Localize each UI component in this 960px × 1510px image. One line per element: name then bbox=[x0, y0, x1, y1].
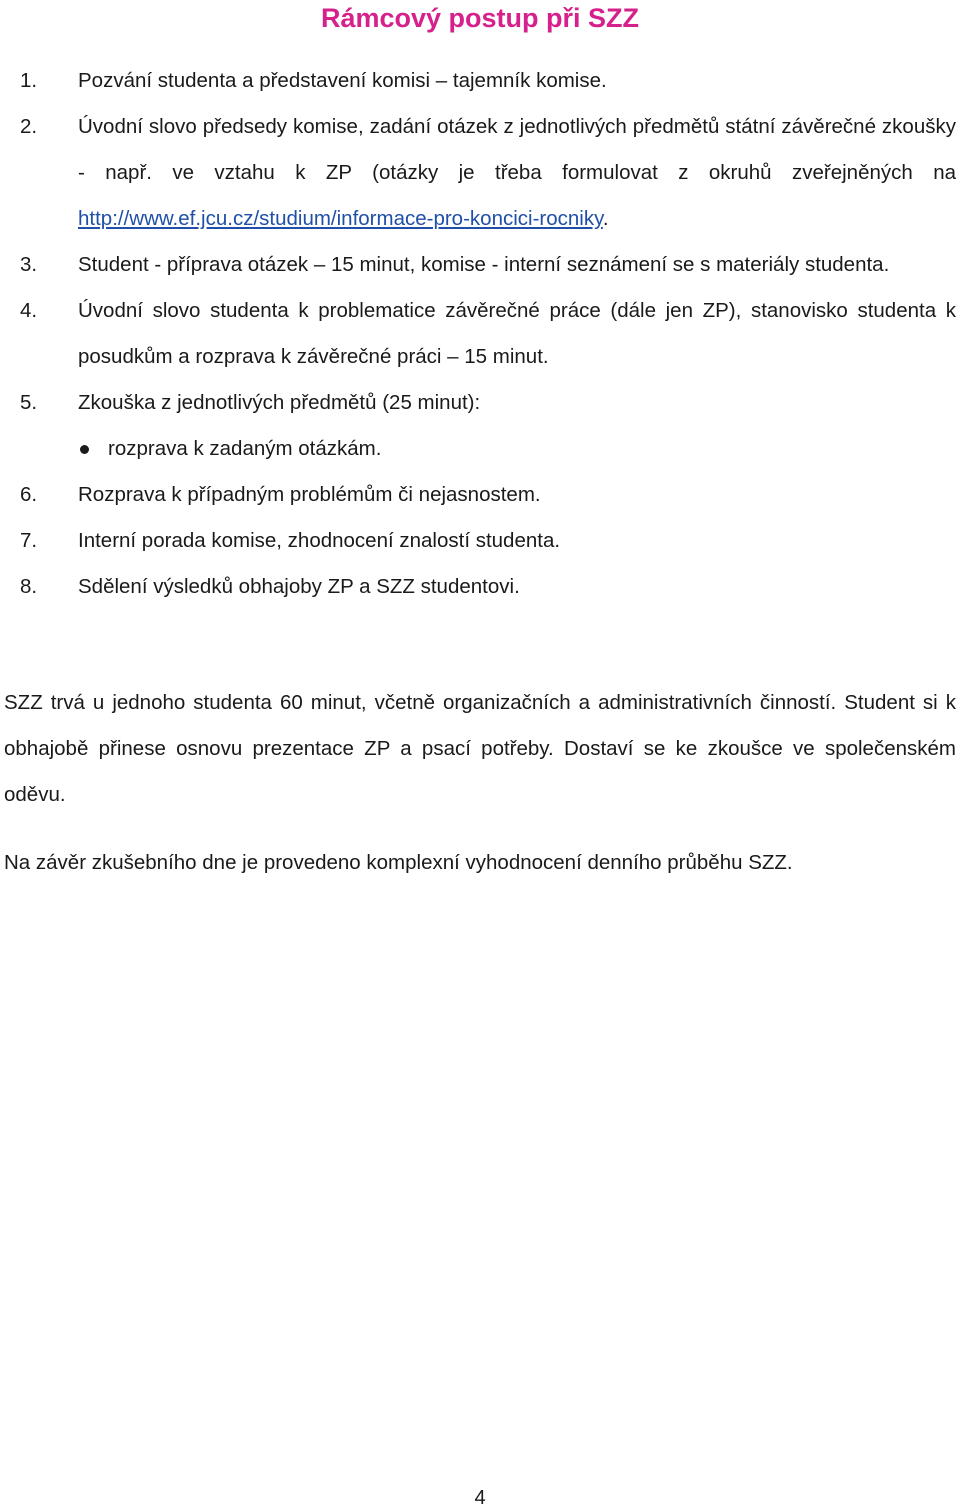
step-number: 7. bbox=[20, 529, 38, 552]
step-text: Úvodní slovo studenta k problematice závěrečné práce (dále jen ZP), stanovisko studenta k posudkům a rozprava k závěrečné práci – 15 minut. bbox=[78, 299, 956, 368]
step-8 bbox=[0, 564, 960, 610]
step-text: Interní porada komise, zhodnocení znalostí studenta. bbox=[78, 529, 561, 552]
step-number: 5. bbox=[20, 391, 38, 414]
page-title: Rámcový postup při SZZ bbox=[320, 3, 640, 33]
step-1 bbox=[0, 58, 960, 104]
step-text: Zkouška z jednotlivých předmětů (25 minut): bbox=[78, 391, 481, 414]
step-text-end: . bbox=[602, 207, 609, 230]
step-text: Úvodní slovo předsedy komise, zadání otázek z jednotlivých předmětů státní závěrečné zkoušky - např. ve vztahu k ZP (otázky je třeba formulovat z okruhů zveřejněných na bbox=[78, 115, 956, 184]
step-5 bbox=[0, 380, 960, 426]
step-number: 3. bbox=[20, 253, 38, 276]
step-4 bbox=[0, 288, 960, 380]
step-text: Pozvání studenta a představení komisi – tajemník komise. bbox=[78, 69, 607, 92]
step-number: 4. bbox=[20, 299, 38, 322]
step-text: Rozprava k případným problémům či nejasnostem. bbox=[78, 483, 541, 506]
step-number: 2. bbox=[20, 115, 38, 138]
step-text: Sdělení výsledků obhajoby ZP a SZZ studentovi. bbox=[78, 575, 520, 598]
step-5-bullet-item bbox=[0, 426, 960, 472]
step-6 bbox=[0, 472, 960, 518]
step-text: Student - příprava otázek – 15 minut, komise - interní seznámení se s materiály studenta. bbox=[78, 253, 890, 276]
step-number: 8. bbox=[20, 575, 38, 598]
faculty-info-link[interactable]: http://www.ef.jcu.cz/studium/informace-pro-koncici-rocniky bbox=[78, 207, 603, 230]
step-number: 1. bbox=[20, 69, 38, 92]
duration-paragraph: SZZ trvá u jednoho studenta 60 minut, včetně organizačních a administrativních činností. Student si k obhajobě přinese osnovu prezentace ZP a psací potřeby. Dostaví se ke zkoušce ve společenském oděvu. bbox=[4, 691, 956, 806]
step-7 bbox=[0, 518, 960, 564]
bullet-icon bbox=[80, 445, 89, 454]
closing-paragraph: Na závěr zkušebního dne je provedeno komplexní vyhodnocení denního průběhu SZZ. bbox=[4, 851, 793, 874]
procedure-steps-list bbox=[0, 58, 960, 610]
step-3 bbox=[0, 242, 960, 288]
step-number: 6. bbox=[20, 483, 38, 506]
bullet-text: rozprava k zadaným otázkám. bbox=[108, 437, 382, 460]
step-2 bbox=[0, 104, 960, 242]
page-number: 4 bbox=[474, 1487, 486, 1509]
